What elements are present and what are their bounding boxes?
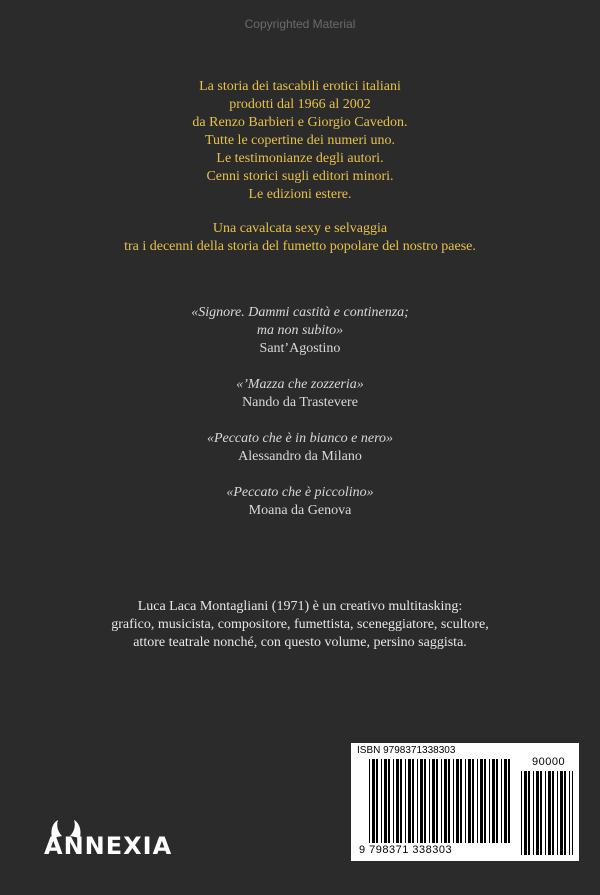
publisher-logo-text: ANNEXIA [44,832,173,860]
tagline-line: tra i decenni della storia del fumetto popolare del nostro paese. [124,239,476,254]
quotes-section [0,304,600,520]
intro-line: da Renzo Barbieri e Giorgio Cavedon. [192,115,408,130]
quote-author: Nando da Trastevere [242,395,358,410]
quote [0,376,600,412]
intro-line: Le testimonianze degli autori. [216,151,384,166]
bio-line: Luca Laca Montagliani (1971) è un creativo multitasking: [137,599,463,614]
intro-line: Cenni storici sugli editori minori. [206,169,394,184]
quote [0,304,600,358]
quote-author: Sant’Agostino [259,341,341,356]
quote-text: «Signore. Dammi castità e continenza; [191,305,409,320]
tagline [0,220,600,256]
quote-text: «Peccato che è piccolino» [226,485,374,500]
barcode-digits: 9 798371 338303 [359,844,453,856]
quote-text: «Peccato che è in bianco e nero» [206,431,394,446]
quote-author: Alessandro da Milano [238,449,362,464]
quote-text: «’Mazza che zozzeria» [236,377,364,392]
isbn-barcode [351,743,579,861]
author-bio [0,598,600,652]
tagline-line: Una cavalcata sexy e selvaggia [212,221,388,236]
intro-line: Tutte le copertine dei numeri uno. [205,133,395,148]
copyright-watermark: Copyrighted Material [244,17,356,31]
barcode-addon-digits: 90000 [532,756,566,768]
intro-line: prodotti dal 1966 al 2002 [229,97,371,112]
intro-line: Le edizioni estere. [248,187,352,202]
intro-text [0,78,600,204]
publisher-logo [44,818,214,868]
isbn-label: ISBN 9798371338303 [357,745,456,756]
bio-line: attore teatrale nonché, con questo volume, persino saggista. [133,635,467,650]
quote-text: ma non subito» [256,323,344,338]
quote [0,430,600,466]
intro-line: La storia dei tascabili erotici italiani [199,79,401,94]
quote [0,484,600,520]
quote-author: Moana da Genova [248,503,352,518]
bio-line: grafico, musicista, compositore, fumettista, sceneggiatore, scultore, [111,617,489,632]
